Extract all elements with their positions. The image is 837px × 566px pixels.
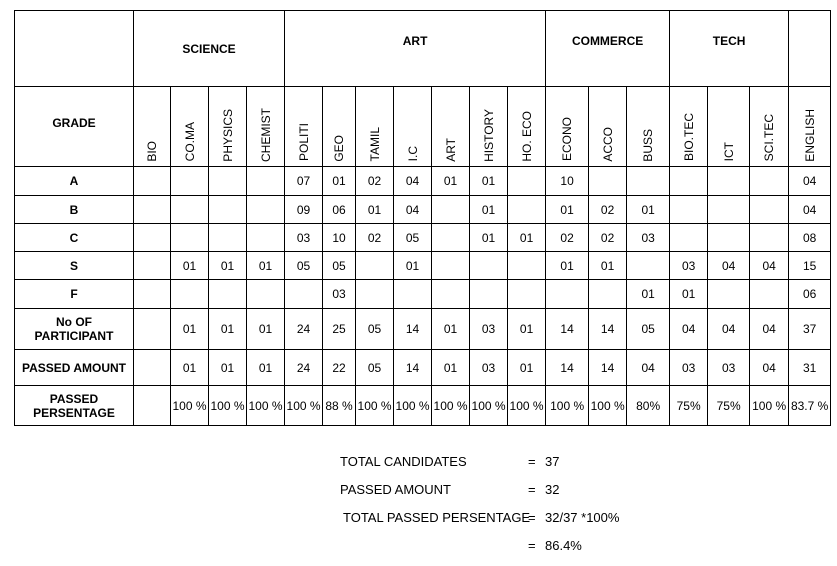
table-cell: 01	[432, 350, 470, 386]
table-cell	[209, 280, 247, 309]
table-cell	[247, 167, 285, 196]
table-cell	[209, 224, 247, 252]
table-cell: 01	[470, 224, 508, 252]
table-cell	[171, 280, 209, 309]
subject-header	[708, 87, 750, 167]
table-cell: 04	[789, 167, 831, 196]
table-cell: 05	[627, 309, 670, 350]
subject-header	[627, 87, 670, 167]
table-cell: 01	[546, 196, 589, 224]
table-cell	[432, 280, 470, 309]
table-cell: 02	[589, 224, 627, 252]
table-cell	[171, 224, 209, 252]
group-commerce: COMMERCE	[546, 11, 670, 87]
table-cell: 24	[285, 350, 323, 386]
table-cell: 08	[789, 224, 831, 252]
table-cell: 100 %	[247, 386, 285, 426]
results-table	[14, 10, 831, 426]
table-cell: 05	[356, 350, 394, 386]
table-cell	[247, 280, 285, 309]
subject-label: ENGLISH	[802, 108, 817, 162]
table-cell: 01	[323, 167, 356, 196]
table-cell: 100 %	[356, 386, 394, 426]
table-cell: 01	[470, 167, 508, 196]
table-cell: 05	[394, 224, 432, 252]
total-passed-label: TOTAL PASSED PERSENTAGE	[343, 510, 531, 525]
table-cell: 03	[285, 224, 323, 252]
table-cell	[750, 280, 789, 309]
subject-header	[247, 87, 285, 167]
table-cell: 22	[323, 350, 356, 386]
table-cell	[508, 252, 546, 280]
row-label: B	[15, 196, 134, 224]
table-cell: 02	[546, 224, 589, 252]
table-cell: 04	[394, 196, 432, 224]
table-cell	[508, 167, 546, 196]
row-label: S	[15, 252, 134, 280]
table-cell: 01	[356, 196, 394, 224]
row-label: PASSED AMOUNT	[15, 350, 134, 386]
equals-sign: =	[528, 482, 536, 497]
table-cell	[356, 280, 394, 309]
table-row	[15, 252, 831, 280]
table-cell	[708, 280, 750, 309]
table-cell: 02	[589, 196, 627, 224]
table-cell: 04	[708, 252, 750, 280]
table-cell	[134, 350, 171, 386]
table-row	[15, 350, 831, 386]
table-cell: 75%	[670, 386, 708, 426]
table-cell: 06	[789, 280, 831, 309]
table-cell: 03	[470, 309, 508, 350]
table-cell	[470, 252, 508, 280]
subject-header	[134, 87, 171, 167]
table-cell: 02	[356, 224, 394, 252]
table-cell: 04	[750, 252, 789, 280]
table-cell: 14	[589, 309, 627, 350]
group-science: SCIENCE	[134, 11, 285, 87]
table-cell: 03	[670, 350, 708, 386]
subject-label: ACCO	[600, 126, 615, 162]
table-cell	[134, 280, 171, 309]
table-cell: 01	[546, 252, 589, 280]
table-cell: 80%	[627, 386, 670, 426]
table-cell: 01	[432, 309, 470, 350]
subject-label: GEO	[332, 134, 347, 162]
table-row	[15, 167, 831, 196]
table-row	[15, 224, 831, 252]
subject-header	[470, 87, 508, 167]
subject-label: ECONO	[560, 117, 575, 162]
subject-header	[546, 87, 589, 167]
passed-amount-value: 32	[545, 482, 560, 497]
table-cell: 100 %	[589, 386, 627, 426]
table-cell: 25	[323, 309, 356, 350]
table-row	[15, 280, 831, 309]
table-cell: 31	[789, 350, 831, 386]
table-cell	[432, 224, 470, 252]
table-cell	[209, 196, 247, 224]
subject-header	[285, 87, 323, 167]
table-cell: 100 %	[285, 386, 323, 426]
subject-label: SCI.TEC	[762, 114, 777, 162]
table-cell: 01	[432, 167, 470, 196]
table-cell: 01	[247, 350, 285, 386]
table-cell	[134, 252, 171, 280]
subject-label: BIO.TEC	[681, 113, 696, 162]
subject-header	[209, 87, 247, 167]
table-cell	[670, 224, 708, 252]
table-row	[15, 386, 831, 426]
table-cell	[134, 167, 171, 196]
equals-sign: =	[528, 510, 536, 525]
row-label: A	[15, 167, 134, 196]
table-cell: 14	[394, 309, 432, 350]
table-cell: 01	[508, 350, 546, 386]
passed-amount-label: PASSED AMOUNT	[340, 482, 452, 497]
table-cell	[589, 167, 627, 196]
table-cell	[708, 167, 750, 196]
table-cell	[134, 309, 171, 350]
table-cell: 01	[627, 280, 670, 309]
table-cell: 14	[546, 350, 589, 386]
subject-header	[789, 87, 831, 167]
table-cell	[247, 224, 285, 252]
table-cell: 02	[356, 167, 394, 196]
subject-label: BUSS	[641, 128, 656, 162]
table-cell: 10	[323, 224, 356, 252]
subject-header	[323, 87, 356, 167]
total-passed-formula: 32/37 *100%	[545, 510, 620, 525]
table-cell: 05	[285, 252, 323, 280]
table-cell: 03	[670, 252, 708, 280]
table-cell	[750, 167, 789, 196]
subject-label: HISTORY	[481, 108, 496, 162]
table-cell: 03	[323, 280, 356, 309]
subject-header	[589, 87, 627, 167]
subject-header	[508, 87, 546, 167]
table-cell: 37	[789, 309, 831, 350]
subject-label: CHEMIST	[258, 107, 273, 162]
subject-label: CO.MA	[182, 122, 197, 162]
table-cell: 03	[708, 350, 750, 386]
table-cell: 04	[750, 309, 789, 350]
subject-label: ART	[443, 137, 458, 162]
table-cell: 04	[394, 167, 432, 196]
table-cell: 100 %	[750, 386, 789, 426]
table-cell	[285, 280, 323, 309]
table-cell	[171, 167, 209, 196]
table-cell: 10	[546, 167, 589, 196]
table-cell: 100 %	[432, 386, 470, 426]
group-art: ART	[285, 11, 546, 87]
table-cell: 100 %	[508, 386, 546, 426]
subject-header	[670, 87, 708, 167]
table-cell	[708, 196, 750, 224]
table-cell: 01	[171, 309, 209, 350]
subject-header	[356, 87, 394, 167]
table-cell	[589, 280, 627, 309]
table-cell: 01	[670, 280, 708, 309]
subject-label: PHYSICS	[220, 108, 235, 162]
row-label: No OF PARTICIPANT	[15, 309, 134, 350]
table-cell	[247, 196, 285, 224]
equals-sign: =	[528, 454, 536, 469]
table-cell	[627, 167, 670, 196]
table-cell	[670, 196, 708, 224]
table-cell: 01	[508, 224, 546, 252]
table-cell	[134, 224, 171, 252]
table-cell: 88 %	[323, 386, 356, 426]
group-english-blank	[789, 11, 831, 87]
table-cell: 14	[589, 350, 627, 386]
table-cell	[209, 167, 247, 196]
table-cell: 24	[285, 309, 323, 350]
table-cell: 01	[171, 252, 209, 280]
table-cell: 03	[470, 350, 508, 386]
table-cell: 100 %	[171, 386, 209, 426]
table-cell	[394, 280, 432, 309]
row-label: F	[15, 280, 134, 309]
table-cell: 09	[285, 196, 323, 224]
subject-label: TAMIL	[367, 127, 382, 162]
table-cell	[546, 280, 589, 309]
table-cell: 14	[546, 309, 589, 350]
total-passed-result: 86.4%	[545, 538, 582, 553]
table-cell: 83.7 %	[789, 386, 831, 426]
total-candidates-label: TOTAL CANDIDATES	[340, 454, 467, 469]
subject-header	[394, 87, 432, 167]
table-cell: 100 %	[209, 386, 247, 426]
table-cell: 01	[508, 309, 546, 350]
table-row	[15, 196, 831, 224]
table-cell: 04	[750, 350, 789, 386]
table-cell	[627, 252, 670, 280]
table-cell	[508, 280, 546, 309]
subject-label: I.C	[405, 146, 420, 162]
table-cell	[708, 224, 750, 252]
table-cell: 100 %	[470, 386, 508, 426]
table-cell	[750, 196, 789, 224]
table-cell: 100 %	[546, 386, 589, 426]
table-cell	[134, 196, 171, 224]
table-cell: 03	[627, 224, 670, 252]
table-cell: 01	[394, 252, 432, 280]
table-cell: 01	[209, 309, 247, 350]
corner-cell	[15, 11, 134, 87]
table-cell	[670, 167, 708, 196]
subject-header	[171, 87, 209, 167]
table-cell: 01	[470, 196, 508, 224]
subject-label: BIO	[145, 140, 159, 162]
table-cell: 15	[789, 252, 831, 280]
table-cell	[432, 196, 470, 224]
grade-label: GRADE	[15, 87, 134, 167]
subject-label: HO. ECO	[519, 110, 534, 162]
table-cell: 04	[789, 196, 831, 224]
table-cell: 04	[627, 350, 670, 386]
table-cell: 01	[171, 350, 209, 386]
table-cell: 05	[356, 309, 394, 350]
table-cell: 01	[247, 309, 285, 350]
table-cell	[171, 196, 209, 224]
group-header-row	[15, 11, 831, 87]
subject-header-row	[15, 87, 831, 167]
table-cell: 01	[589, 252, 627, 280]
row-label: PASSED PERSENTAGE	[15, 386, 134, 426]
table-cell: 75%	[708, 386, 750, 426]
total-candidates-value: 37	[545, 454, 560, 469]
table-cell: 07	[285, 167, 323, 196]
table-cell: 01	[209, 350, 247, 386]
table-cell	[432, 252, 470, 280]
equals-sign: =	[528, 538, 536, 553]
table-cell: 14	[394, 350, 432, 386]
subject-label: POLITI	[296, 123, 311, 162]
table-cell: 01	[209, 252, 247, 280]
table-cell: 04	[708, 309, 750, 350]
subject-label: ICT	[721, 142, 736, 162]
table-cell: 06	[323, 196, 356, 224]
table-cell	[134, 386, 171, 426]
subject-header	[432, 87, 470, 167]
table-cell: 05	[323, 252, 356, 280]
row-label: C	[15, 224, 134, 252]
group-tech: TECH	[670, 11, 789, 87]
table-cell: 100 %	[394, 386, 432, 426]
table-cell	[470, 280, 508, 309]
subject-header	[750, 87, 789, 167]
table-cell: 01	[247, 252, 285, 280]
table-cell	[508, 196, 546, 224]
table-row	[15, 309, 831, 350]
table-cell: 04	[670, 309, 708, 350]
table-cell	[356, 252, 394, 280]
table-cell: 01	[627, 196, 670, 224]
table-cell	[750, 224, 789, 252]
